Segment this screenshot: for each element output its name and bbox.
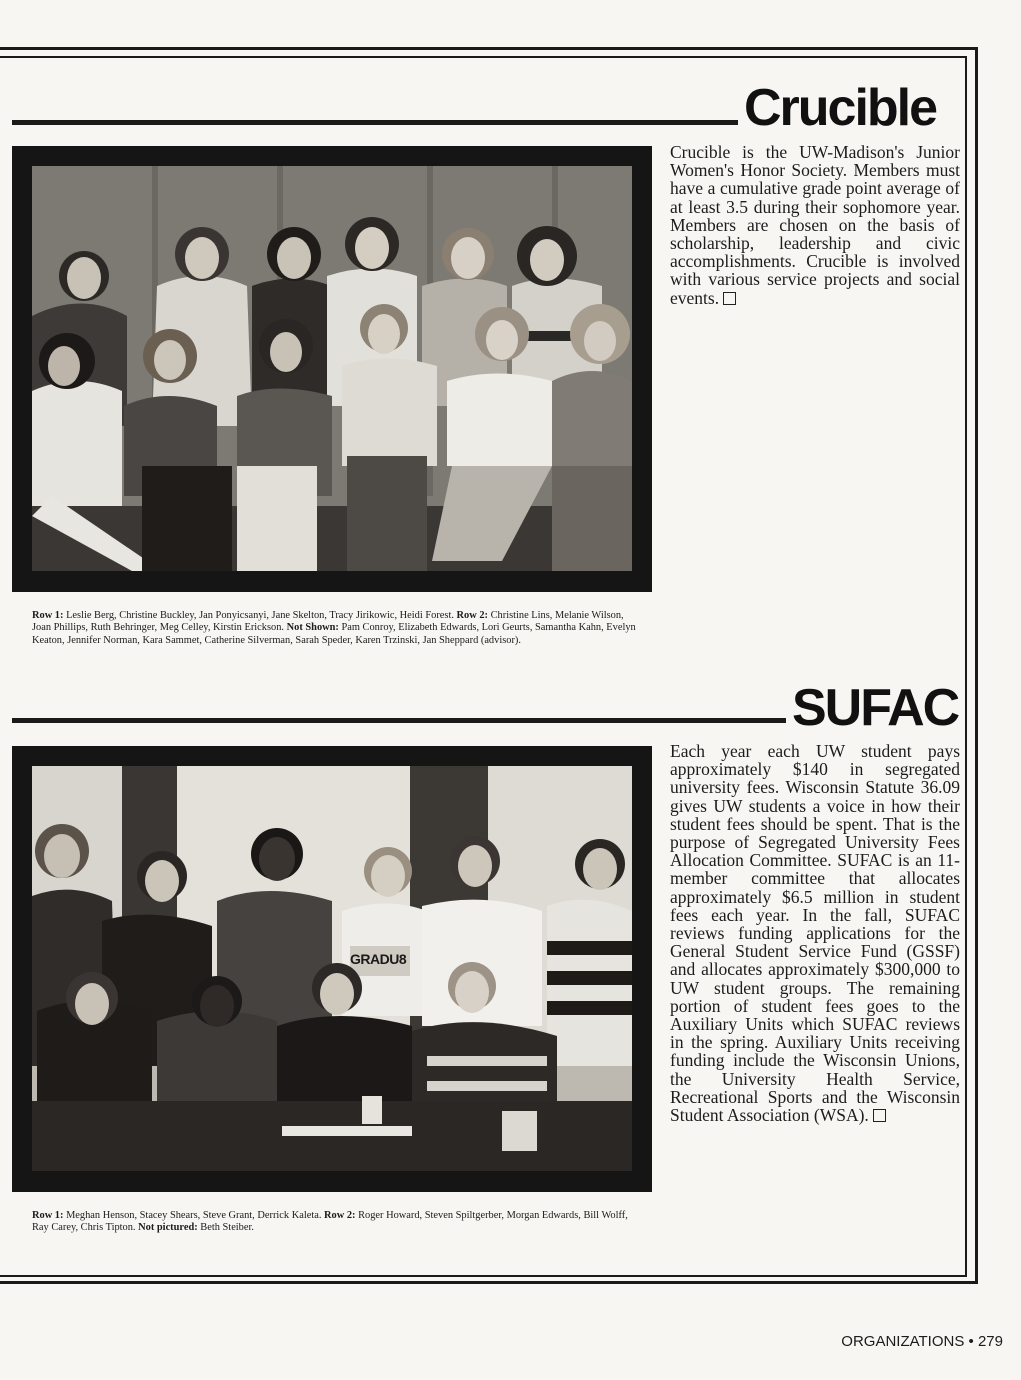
crucible-description-text: Crucible is the UW-Madison's Junior Women's Honor Society. Members must have a cumulative grade point average of at least 3.5 during their sophomore year. Members are chosen on the basis of scholarship, leadership and civic accomplishments. Crucible is involved with various service projects and social events.	[670, 142, 960, 308]
bottom-border-rule	[0, 1281, 978, 1284]
folio-section: ORGANIZATIONS	[841, 1333, 965, 1350]
right-border-rule	[975, 47, 978, 1283]
sufac-heading: SUFAC	[786, 682, 964, 734]
sufac-group-photo	[32, 766, 632, 1171]
caption-row2-names: Christine Lins, Melanie Wilson, Joan Phillips, Ruth Behringer, Meg Celley, Kirstin Erickson.	[32, 610, 624, 634]
caption-row1-label: Row 1:	[32, 610, 64, 621]
crucible-heading: Crucible	[738, 82, 942, 134]
crucible-group-photo	[32, 166, 632, 571]
page-folio	[841, 1333, 1003, 1350]
caption-not-shown-label: Not Shown:	[286, 622, 339, 634]
folio-separator: •	[968, 1333, 974, 1350]
caption-not-shown-names: Pam Conroy, Elizabeth Edwards, Lori Geurts, Samantha Kahn, Evelyn Keaton, Jennifer Norman, Kara Sammet, Catherine Silverman, Sarah Speder, Karen Trzinski, Jan Sheppard (advisor).	[32, 622, 636, 646]
top-border-rule	[0, 47, 977, 50]
caption-row2-names: Roger Howard, Steven Spiltgerber, Morgan Edwards, Bill Wolff, Ray Carey, Chris Tipton.	[32, 1210, 628, 1234]
right-border-rule-inner	[965, 56, 967, 1277]
caption-row2-label: Row 2:	[456, 610, 489, 621]
caption-row1-names: Leslie Berg, Christine Buckley, Jan Ponyicsanyi, Jane Skelton, Tracy Jirikowic, Heidi Forest.	[63, 610, 457, 621]
caption-row2-label: Row 2:	[324, 1210, 356, 1221]
crucible-description	[670, 143, 960, 307]
bottom-border-rule-inner	[0, 1275, 967, 1277]
sufac-photo-caption	[32, 1210, 637, 1235]
sweatshirt-lettering: GRADU8	[350, 951, 407, 967]
caption-not-pictured-names: Beth Steiber.	[197, 1222, 254, 1234]
end-mark-icon	[723, 292, 736, 305]
caption-not-pictured-label: Not pictured:	[138, 1222, 198, 1234]
sufac-description-text: Each year each UW student pays approximately $140 in segregated university fees. Wisconsin Statute 36.09 gives UW students a voice in how their student fees should be spent. That is the purpose of Segregated University Fees Allocation Committee. SUFAC is an 11-member committee that allocates approximately $6.5 million in student fees each year. In the fall, SUFAC reviews funding applications for the General Student Service Fund (GSSF) and allocates approximately $300,000 to UW student groups. The remaining portion of student fees goes to the Auxiliary Units which SUFAC reviews in the spring. Auxiliary Units receiving funding include the Wisconsin Unions, the University Health Service, Recreational Sports and the Wisconsin Student Association (WSA).	[670, 741, 960, 1126]
end-mark-icon	[873, 1109, 886, 1122]
crucible-heading-rule	[12, 120, 747, 125]
top-border-rule-inner	[0, 56, 965, 58]
caption-row1-names: Meghan Henson, Stacey Shears, Steve Grant, Derrick Kaleta.	[63, 1210, 325, 1221]
page-number: 279	[977, 1333, 1003, 1350]
sufac-heading-rule	[12, 718, 787, 723]
caption-row1-label: Row 1:	[32, 1210, 64, 1221]
sufac-description	[670, 742, 960, 1124]
crucible-photo-caption	[32, 610, 637, 647]
